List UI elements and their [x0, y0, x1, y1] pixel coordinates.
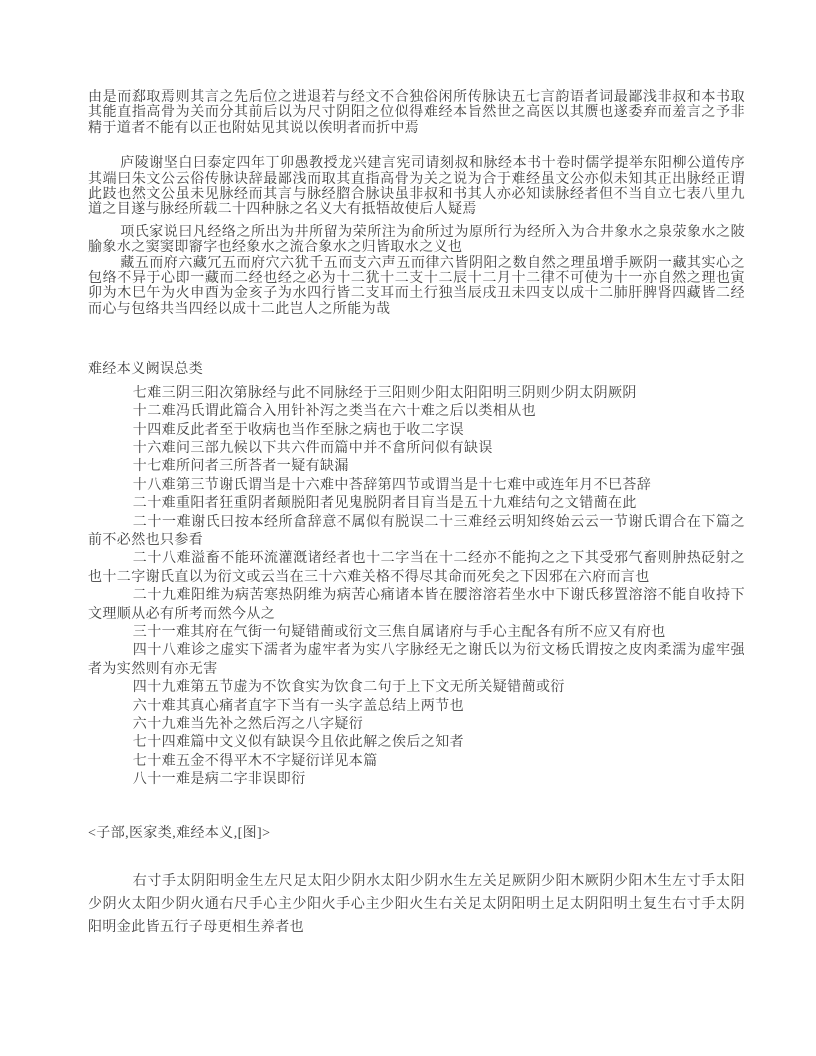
errata-entry: 七十四难篇中文义似有缺误今且依此解之俟后之知者: [132, 735, 464, 751]
paragraph-zang-fu: 藏五而府六藏冗五而府穴六犹千五而支六声五而律六皆阴阳之数自然之理虽增手厥阴一藏其实心之包络不异于心即一藏而二经也经之必为十二犹十二支十二辰十二月十二律不可使为十一亦自然之理也寅卯为木巳午为火申酉为金亥子为水四行皆二支耳而土行独当辰戌丑未四支以成十二肺肝脾肾四藏皆二经而心与包络共当四经以成十二此岂人之所能为哉: [88, 255, 745, 317]
errata-entry: 十二难冯氏谓此篇合入用针补泻之类当在六十难之后以类相从也: [132, 404, 536, 420]
errata-entry: 八十一难是病二字非误即衍: [132, 772, 306, 788]
errata-entry: 六十九难当先补之然后泻之八字疑衍: [132, 717, 364, 732]
errata-entry: 十六难问三部九候以下共六件而篇中并不畣所问似有缺误: [132, 440, 493, 456]
paragraph-xie-jianbai: 庐陵谢坚白曰泰定四年丁卯愚教授龙兴建言宪司请刻叔和脉经本书十卷时儒学提举东阳柳公道传序其端曰朱文公云俗传脉诀辞最鄙浅而取其直指高骨为关之说为合于难经虽文公亦似未知其正出脉经正谓此跂也然文公虽未见脉经而其言与脉经脗合脉诀虽非叔和书其人亦必知读脉经者但不当自立七表八里九道之目遂与脉经所载二十四种脉之名义大有抵牾故使后人疑焉: [88, 156, 745, 218]
paragraph-five-phases: 右寸手太阴阳明金生左尺足太阳少阴水太阳少阴水生左关足厥阴少阳木厥阴少阳木生左寸手太阳少阴火太阳少阴火通右尺手心主少阳火手心主少阳火生右关足太阴阳明土足太阴阳明土复生右寸手太阴阳明金此皆五行子母更相生养者也: [88, 873, 745, 935]
errata-entry: 七十难五金不得平木不字疑衍详见本篇: [132, 753, 378, 769]
errata-entry: 七难三阴三阳次第脉经与此不同脉经于三阳则少阳太阳阳明三阴则少阴太阴厥阴: [132, 385, 637, 401]
errata-entry: 十七难所问者三所荅者一疑有缺漏: [132, 459, 349, 475]
errata-list: [88, 385, 745, 790]
errata-entry: 六十难其真心痛者直字下当有一头字盖总结上两节也: [132, 698, 464, 714]
paragraph-preface-continuation: 由是而郄取焉则其言之先后位之进退若与经文不合独俗闲所传脉诀五七言韵语者词最鄙浅非叔和本书取其能直指高骨为关而分其前后以为尺寸阴阳之位似得难经本旨然世之高医以其赝也遂委弃而羞言之予非精于道者不能有以正也附姑见其说以俟明者而折中焉: [88, 90, 745, 136]
errata-entry: 二十难重阳者狂重阴者颠脱阳者见鬼脱阴者目肓当是五十九难结句之文错蕳在此: [132, 496, 637, 512]
errata-entry: 四十八难诊之虚实下濡者为虚牢者为实八字脉经无之谢氏以为衍文杨氏谓按之皮肉柔濡为虚牢强者为实然则有亦无害: [88, 643, 745, 677]
errata-entry: 三十一难其府在气街一句疑错蕳或衍文三焦自属诸府与手心主配各有所不应又有府也: [132, 624, 666, 640]
errata-entry: 二十八难溢畜不能环流灌漑诸经者也十二字当在十二经亦不能拘之之下其受邪气畜则肿热砭射之也十二字谢氏直以为衍文或云当在三十六难关格不得尽其命而死矣之下因邪在六府而言也: [88, 551, 745, 585]
errata-entry: 二十一难谢氏曰按本经所畣辞意不属似有脱误二十三难经云明知终始云云一节谢氏谓合在下篇之前不必然也只参看: [88, 514, 745, 548]
paragraph-xiang-shi: 项氏家说曰凡经络之所出为井所留为荣所注为俞所过为原所行为经所入为合井象水之泉荥象水之陂腧象水之窦窦即窬字也经象水之流合象水之归皆取水之义也: [88, 224, 745, 256]
errata-entry: 十八难第三节谢氏谓当是十六难中荅辞第四节或谓当是十七难中或连年月不巳荅辞: [132, 477, 652, 493]
errata-entry: 四十九难第五节虚为不饮食实为饮食二句于上下文无所关疑错蕳或衍: [132, 680, 565, 696]
errata-entry: 二十九难阳维为病苦寒热阴维为病苦心痛诸本皆在腰溶溶若坐水中下谢氏移置溶溶不能自收持下文理顺从必有所考而然今从之: [88, 588, 745, 622]
errata-entry: 十四难反此者至于收病也当作至脉之病也于收二字误: [132, 422, 464, 438]
section-heading-errata: 难经本义阙误总类: [88, 362, 204, 378]
catalog-reference-line: <子部,医家类,难经本义,[图]>: [88, 825, 271, 841]
